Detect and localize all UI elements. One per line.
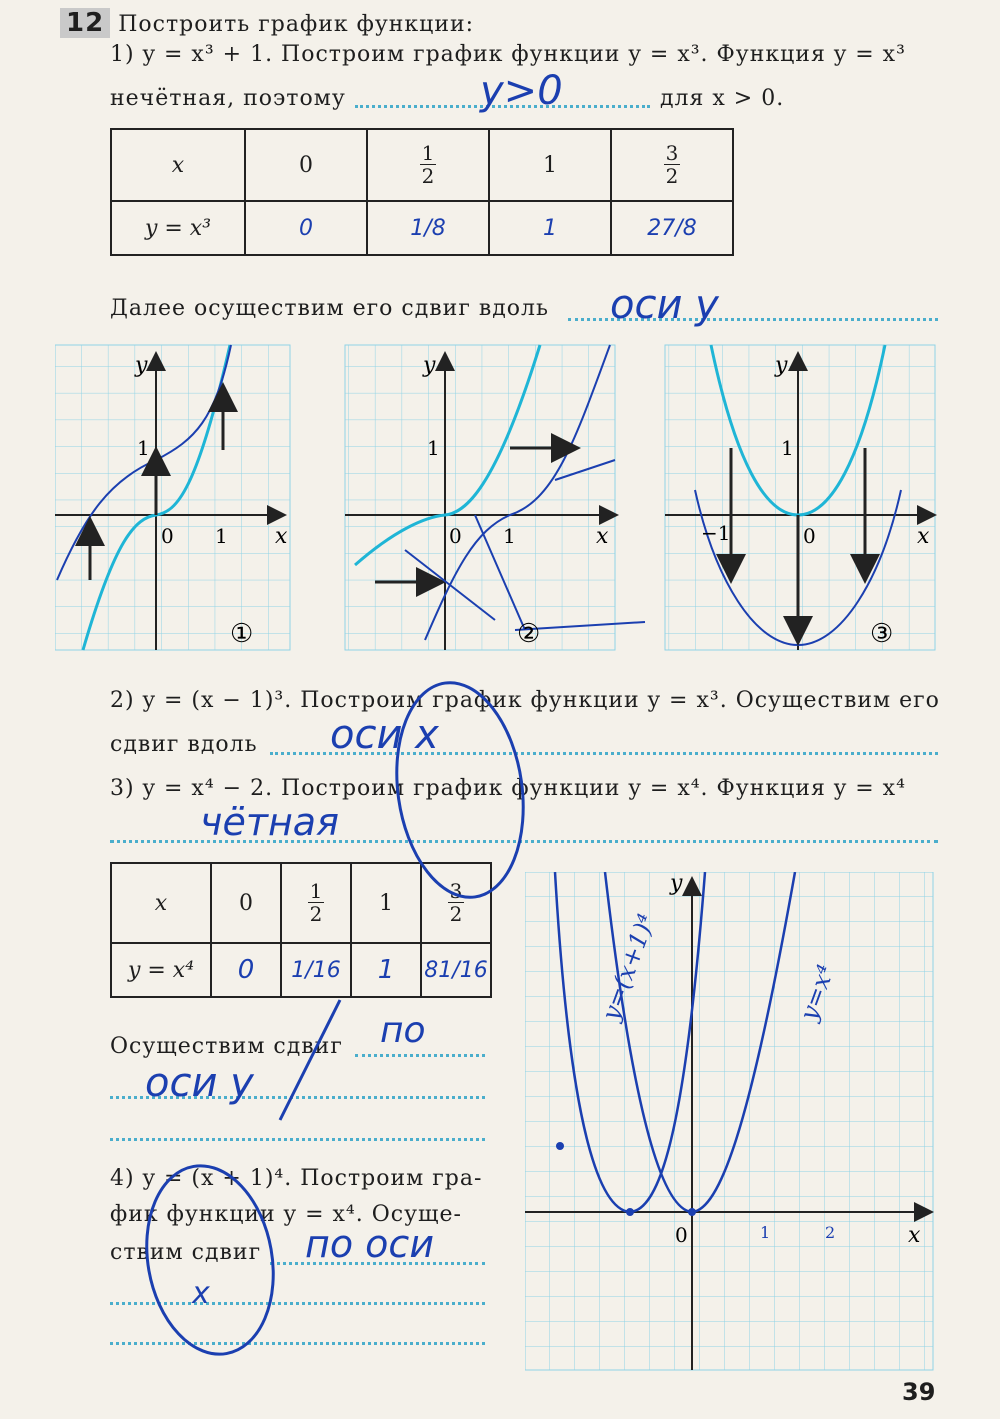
table2-y-1: 1/16 <box>281 943 351 997</box>
table2-y-2: 1 <box>351 943 421 997</box>
handwritten-answer-6: оси y <box>145 1060 254 1106</box>
table1-y-1: 1/8 <box>367 201 489 255</box>
big-graph-point-3 <box>688 1208 696 1216</box>
part3-line: 3) y = x⁴ − 2. Построим график функции y = x⁴. Функция y = x⁴ <box>110 776 906 801</box>
handwritten-answer-7: по оси <box>305 1222 435 1266</box>
graph3-y-label: y <box>775 353 788 378</box>
graph1-one-label: 1 <box>137 436 150 460</box>
graph3-number: ③ <box>870 619 894 649</box>
part1-line2-end: для x > 0. <box>660 86 785 111</box>
graphs-row <box>55 340 940 660</box>
big-graph-point-2 <box>626 1208 634 1216</box>
task-title: Построить график функции: <box>118 12 475 37</box>
part2-line: 2) y = (x − 1)³. Построим график функции y = x³. Осуществим его <box>110 688 940 713</box>
table2-x-0: 0 <box>211 863 281 943</box>
part4-line3: ствим сдвиг <box>110 1240 262 1265</box>
graph2-x-one-label: 1 <box>503 524 516 548</box>
table1-y-0: 0 <box>245 201 367 255</box>
big-graph-y-label: y <box>670 872 683 896</box>
part1-line1: 1) y = x³ + 1. Построим график функции y = x³. Функция y = x³ <box>110 42 906 67</box>
table1-x-3-2: $\frac{3}{2}$ <box>611 129 733 201</box>
task-number: 12 <box>60 8 110 38</box>
big-graph-zero-label: 0 <box>675 1223 688 1247</box>
handwritten-answer-1: y>0 <box>480 68 563 114</box>
graph-2 <box>345 345 645 650</box>
pen-circle-lower <box>132 1156 287 1365</box>
graph2-zero-label: 0 <box>449 524 462 548</box>
graph1-zero-label: 0 <box>161 524 174 548</box>
table2-header-x: x <box>111 863 211 943</box>
table1-x-1: 1 <box>489 129 611 201</box>
handwritten-answer-8: x <box>192 1276 210 1311</box>
graph1-x-one-label: 1 <box>215 524 228 548</box>
table2-x-3-2: $\frac{3}{2}$ <box>421 863 491 943</box>
big-graph <box>525 872 935 1372</box>
graph1-grid <box>55 345 290 650</box>
handwritten-answer-2: оси y <box>610 282 719 328</box>
graph3-grid <box>665 345 935 650</box>
graph1-x-label: x <box>275 524 288 549</box>
graph-3 <box>665 345 935 650</box>
page-number: 39 <box>902 1378 936 1406</box>
table1-y-3: 27/8 <box>611 201 733 255</box>
part2-shift-text: сдвиг вдоль <box>110 732 258 757</box>
part1-line2-start: нечётная, поэтому <box>110 86 346 111</box>
big-graph-two-label: 2 <box>825 1223 836 1242</box>
table2-y-3: 81/16 <box>421 943 491 997</box>
graph2-number: ② <box>517 619 541 649</box>
pen-stroke <box>280 1000 340 1120</box>
graph3-one-label: 1 <box>781 436 794 460</box>
big-graph-one-label: 1 <box>760 1223 771 1242</box>
table2-x-1: 1 <box>351 863 421 943</box>
table1-header-y: y = x³ <box>111 201 245 255</box>
graph3-zero-label: 0 <box>803 524 816 548</box>
graph2-y-label: y <box>423 353 436 378</box>
task-heading <box>60 8 474 38</box>
graph1-y-label: y <box>135 353 148 378</box>
table1-y-2: 1 <box>489 201 611 255</box>
table1-x-1-2: $\frac{1}{2}$ <box>367 129 489 201</box>
big-graph-point-1 <box>556 1142 564 1150</box>
handwritten-answer-5: по <box>380 1010 426 1051</box>
big-graph-x-label: x <box>908 1223 921 1248</box>
table-x-cubed <box>110 128 734 256</box>
graph3-x-label: x <box>917 524 930 549</box>
big-graph-label-base: y=x⁴ <box>794 961 841 1025</box>
table2-y-0: 0 <box>211 943 281 997</box>
table1-header-x: x <box>111 129 245 201</box>
table2-header-y: y = x⁴ <box>111 943 211 997</box>
pen-circle-upper <box>384 680 537 906</box>
big-graph-grid <box>525 872 933 1370</box>
pen-marks <box>130 680 550 1370</box>
graph1-number: ① <box>230 619 254 649</box>
graph3-minus-one-label: −1 <box>701 521 731 545</box>
big-graph-label-shifted: y=(x+1)⁴ <box>596 910 661 1025</box>
graph2-one-label: 1 <box>427 436 440 460</box>
part4-line1: 4) y = (x + 1)⁴. Построим гра- <box>110 1166 483 1191</box>
table1-x-0: 0 <box>245 129 367 201</box>
part1-shift-text: Далее осуществим его сдвиг вдоль <box>110 296 549 321</box>
graph2-grid <box>345 345 615 650</box>
handwritten-answer-4: чётная <box>200 800 339 844</box>
table2-x-1-2: $\frac{1}{2}$ <box>281 863 351 943</box>
graph2-x-label: x <box>596 524 609 549</box>
part3-shift-text: Осуществим сдвиг <box>110 1034 343 1059</box>
part4-line2: фик функции y = x⁴. Осуще- <box>110 1202 462 1227</box>
graph-1 <box>55 345 290 650</box>
handwritten-answer-3: оси x <box>330 712 439 758</box>
